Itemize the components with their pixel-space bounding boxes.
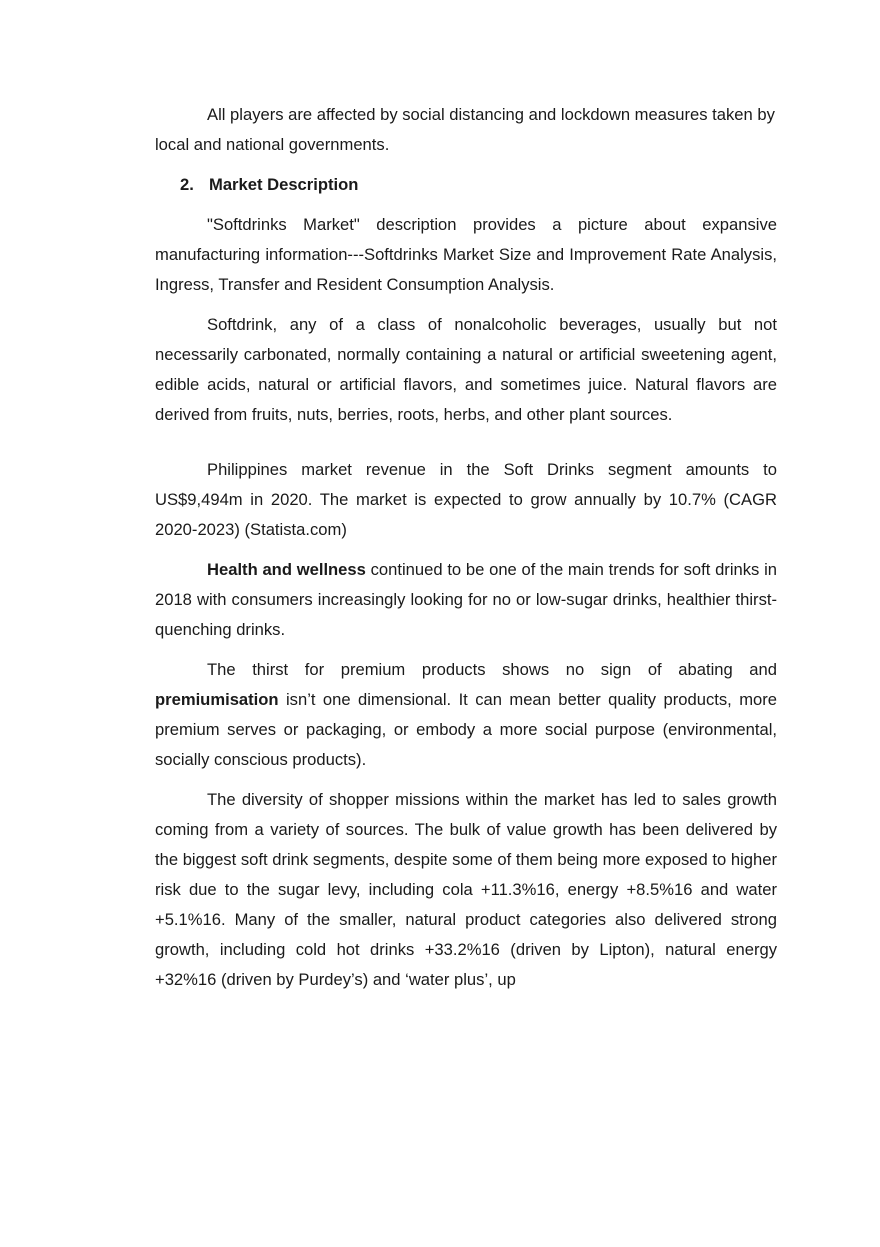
document-body: [155, 100, 777, 1005]
shopper-missions-paragraph: The diversity of shopper missions within the market has led to sales growth coming from a variety of sources. The bulk of value growth has been delivered by the biggest soft drink segments, despite some of them being more exposed to higher risk due to the sugar levy, including cola +11.3%16, energy +8.5%16 and water +5.1%16. Many of the smaller, natural product categories also delivered strong growth, including cold hot drinks +33.2%16 (driven by Lipton), natural energy +32%16 (driven by Purdey’s) and ‘water plus’, up: [155, 790, 777, 989]
premiumisation-lead-text: The thirst for premium products shows no sign of abating and: [207, 660, 777, 679]
premiumisation-paragraph: [155, 655, 777, 775]
market-revenue-paragraph: Philippines market revenue in the Soft Drinks segment amounts to US$9,494m in 2020. The market is expected to grow annually by 10.7% (CAGR 2020-2023) (Statista.com): [155, 460, 777, 539]
health-wellness-paragraph: [155, 555, 777, 645]
market-description-paragraph: "Softdrinks Market" description provides a picture about expansive manufacturing information---Softdrinks Market Size and Improvement Rate Analysis, Ingress, Transfer and Resident Consumption Analysis.: [155, 215, 777, 294]
health-wellness-term: Health and wellness: [207, 560, 366, 579]
paragraph-spacer: [155, 440, 777, 455]
intro-paragraph: All players are affected by social distancing and lockdown measures taken by local and national governments.: [155, 105, 775, 154]
premiumisation-text: isn’t one dimensional. It can mean better quality products, more premium serves or packaging, or embody a more social purpose (environmental, socially conscious products).: [155, 690, 777, 769]
section-number: 2.: [180, 175, 194, 194]
section-heading: [155, 170, 777, 200]
section-title: Market Description: [209, 175, 359, 194]
premiumisation-term: premiumisation: [155, 690, 279, 709]
softdrink-definition-paragraph: Softdrink, any of a class of nonalcoholic beverages, usually but not necessarily carbonated, normally containing a natural or artificial sweetening agent, edible acids, natural or artificial flavors, and sometimes juice. Natural flavors are derived from fruits, nuts, berries, roots, herbs, and other plant sources.: [155, 315, 777, 424]
health-wellness-text: continued to be one of the main trends for soft drinks in 2018 with consumers increasingly looking for no or low-sugar drinks, healthier thirst-quenching drinks.: [155, 560, 777, 639]
